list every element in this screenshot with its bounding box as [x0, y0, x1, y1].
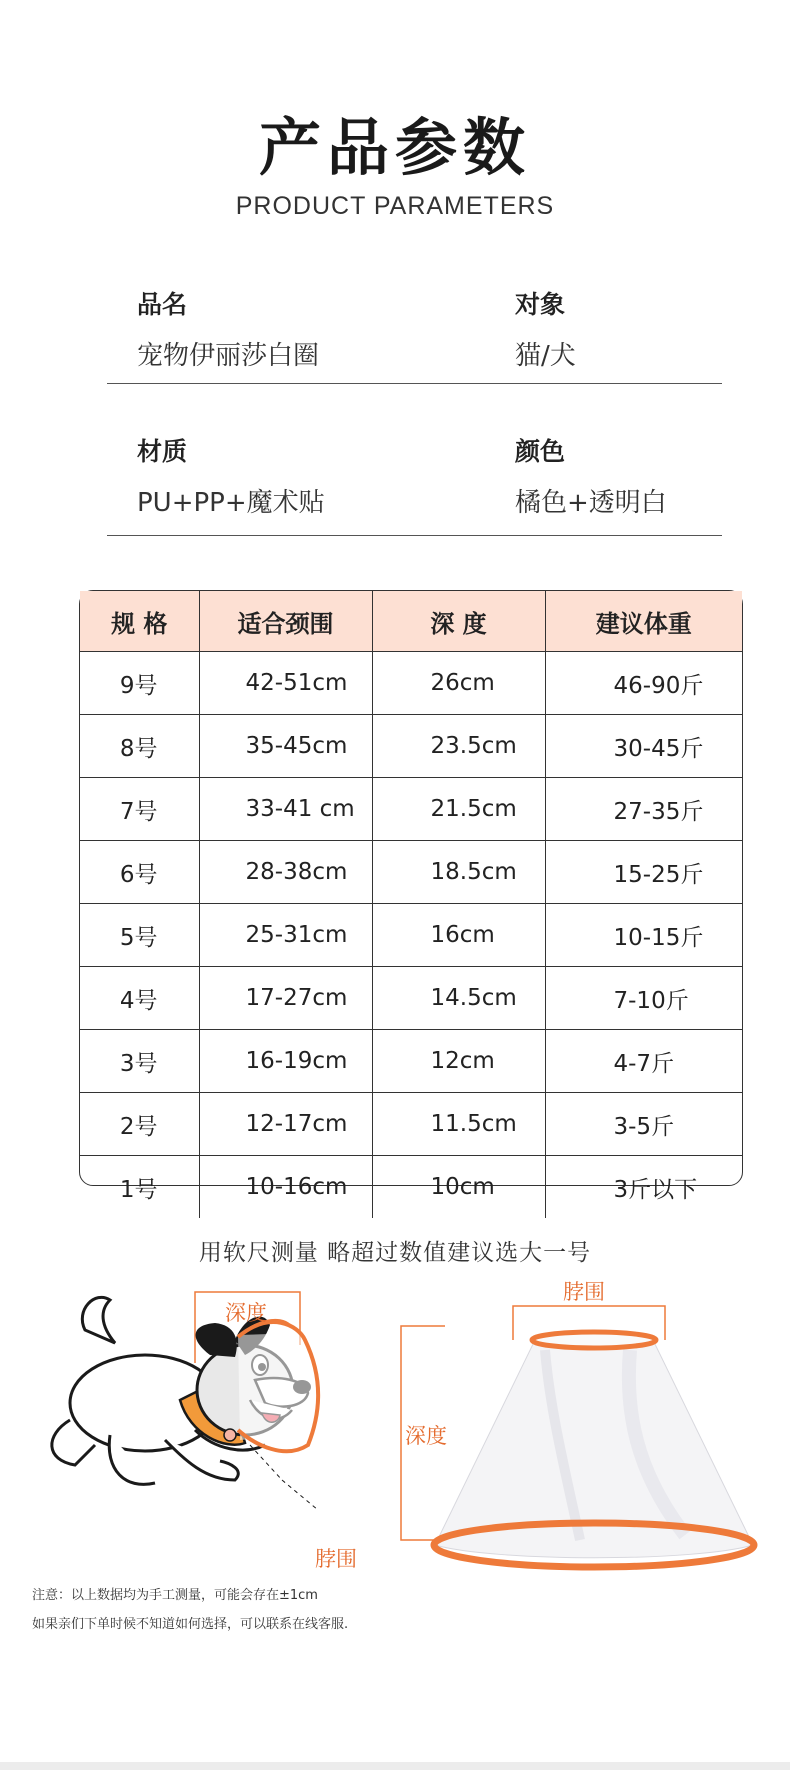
- bottom-strip: [0, 1762, 790, 1770]
- footnote-measurement: 注意：以上数据均为手工测量，可能会存在±1cm: [32, 1588, 318, 1603]
- table-cell: 2号: [80, 1093, 199, 1156]
- measure-note: 用软尺测量 略超过数值建议选大一号: [198, 1240, 592, 1266]
- cone-depth-label: 深度: [405, 1424, 447, 1448]
- table-row: [80, 904, 742, 967]
- table-cell: 1号: [80, 1156, 199, 1219]
- table-header-row: [80, 591, 742, 652]
- footnote-service: 如果亲们下单时候不知道如何选择，可以联系在线客服.: [32, 1617, 349, 1632]
- table-cell: 16cm: [372, 904, 545, 967]
- table-cell: 28-38cm: [199, 841, 372, 904]
- table-row: [80, 967, 742, 1030]
- table-cell: 23.5cm: [372, 715, 545, 778]
- param-color: [515, 432, 667, 519]
- param-label: 材质: [137, 437, 188, 466]
- table-cell: 21.5cm: [372, 778, 545, 841]
- param-label: 颜色: [515, 437, 566, 466]
- table-cell: 5号: [80, 904, 199, 967]
- table-cell: 15-25斤: [545, 841, 742, 904]
- table-cell: 12cm: [372, 1030, 545, 1093]
- table-cell: 7号: [80, 778, 199, 841]
- table-row: [80, 778, 742, 841]
- size-table: [79, 590, 743, 1203]
- param-label: 品名: [137, 290, 188, 319]
- table-cell: 9号: [80, 652, 199, 715]
- table-cell: 10cm: [372, 1156, 545, 1219]
- divider: [107, 383, 722, 384]
- table-cell: 4号: [80, 967, 199, 1030]
- table-cell: 3号: [80, 1030, 199, 1093]
- column-header: 深 度: [372, 591, 545, 652]
- divider: [107, 535, 722, 536]
- param-value: 猫/犬: [515, 341, 576, 371]
- table-row: [80, 1030, 742, 1093]
- table-cell: 46-90斤: [545, 652, 742, 715]
- table-cell: 4-7斤: [545, 1030, 742, 1093]
- table-cell: 30-45斤: [545, 715, 742, 778]
- param-label: 对象: [515, 290, 566, 319]
- dog-with-cone-illustration: [40, 1285, 380, 1575]
- table-cell: 33-41 cm: [199, 778, 372, 841]
- cone-dimension-illustration: [395, 1290, 775, 1580]
- param-value: 橘色+透明白: [515, 488, 667, 518]
- table-cell: 27-35斤: [545, 778, 742, 841]
- table-cell: 14.5cm: [372, 967, 545, 1030]
- table-row: [80, 841, 742, 904]
- page-subtitle: PRODUCT PARAMETERS: [235, 192, 555, 220]
- page-title: 产品参数: [258, 111, 531, 184]
- column-header: 规 格: [80, 591, 199, 652]
- table-cell: 25-31cm: [199, 904, 372, 967]
- param-value: PU+PP+魔术贴: [137, 488, 325, 518]
- table-row: [80, 1156, 742, 1219]
- table-cell: 26cm: [372, 652, 545, 715]
- table-cell: 3斤以下: [613, 1176, 698, 1203]
- dog-depth-label: 深度: [225, 1301, 267, 1325]
- table-row: [80, 1093, 742, 1156]
- table-cell: 16-19cm: [199, 1030, 372, 1093]
- table-cell: 18.5cm: [372, 841, 545, 904]
- table-cell: 42-51cm: [199, 652, 372, 715]
- table-row: [80, 652, 742, 715]
- param-value: 宠物伊丽莎白圈: [137, 341, 320, 371]
- column-header: 建议体重: [545, 591, 742, 652]
- cone-neck-label: 脖围: [563, 1280, 605, 1304]
- table-cell: 11.5cm: [372, 1093, 545, 1156]
- param-name: [137, 285, 319, 372]
- table-cell: 6号: [80, 841, 199, 904]
- dog-neck-label: 脖围: [315, 1547, 357, 1571]
- table-cell: 17-27cm: [199, 967, 372, 1030]
- table-cell: 10-16cm: [199, 1156, 372, 1219]
- table-cell: 3-5斤: [545, 1093, 742, 1156]
- table-cell: 7-10斤: [545, 967, 742, 1030]
- column-header: 适合颈围: [199, 591, 372, 652]
- table-cell: 8号: [80, 715, 199, 778]
- table-cell: 35-45cm: [199, 715, 372, 778]
- table-cell: 12-17cm: [199, 1093, 372, 1156]
- table-cell: 10-15斤: [545, 904, 742, 967]
- table-row: [80, 715, 742, 778]
- param-material: [137, 432, 325, 519]
- param-target: [515, 285, 576, 372]
